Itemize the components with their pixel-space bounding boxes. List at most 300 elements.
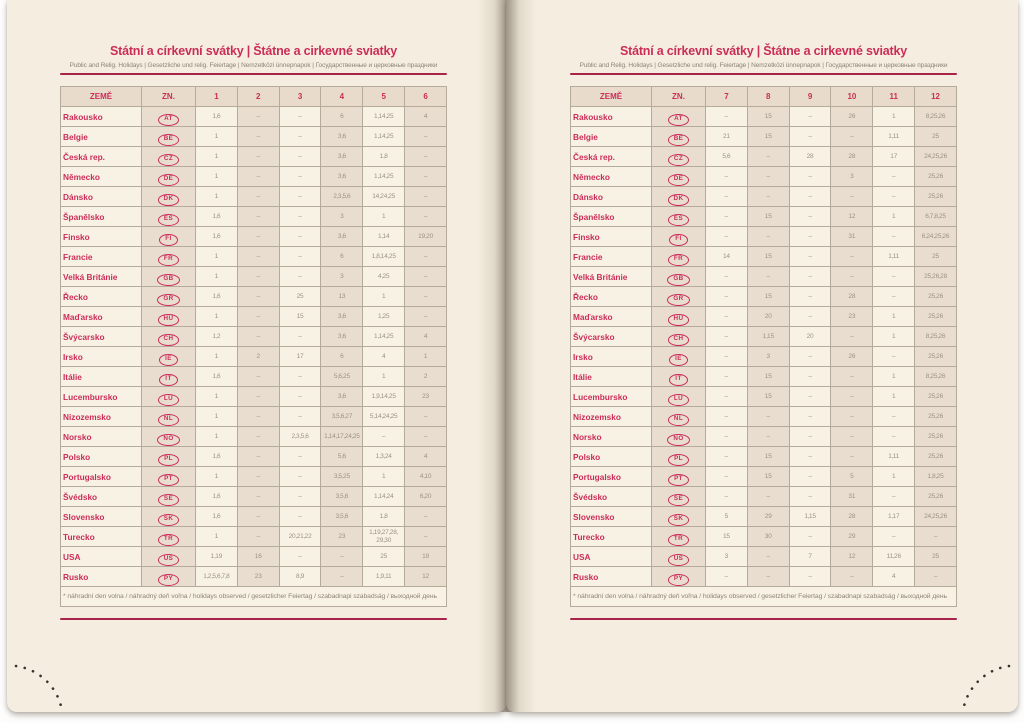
country-code-badge: IE — [669, 354, 688, 366]
page-right-content — [570, 44, 957, 620]
country-code-cell — [142, 107, 196, 127]
holiday-days-cell: 1, 8, 14, 25 — [363, 247, 405, 267]
page-left-content — [60, 44, 447, 620]
holiday-days-cell: 5 — [831, 467, 873, 487]
holiday-days-cell: 3 — [706, 547, 748, 567]
table-row — [61, 367, 447, 387]
holidays-table-jan-jun — [60, 86, 447, 607]
country-name: Turecko — [571, 527, 652, 547]
holiday-days-cell: 1, 8 — [363, 507, 405, 527]
holiday-days-cell: – — [831, 447, 873, 467]
country-code-badge: BE — [158, 134, 180, 146]
holiday-days-cell: 6 — [321, 247, 363, 267]
page-title: Státní a církevní svátky | Štátne a cirkevné sviatky — [619, 44, 907, 58]
table-row — [61, 147, 447, 167]
holiday-days-cell: – — [237, 467, 279, 487]
holiday-days-cell: – — [237, 247, 279, 267]
holiday-days-cell: – — [873, 187, 915, 207]
holiday-days-cell: 1 — [196, 387, 238, 407]
country-code-cell — [142, 367, 196, 387]
holiday-days-cell: 25 — [915, 127, 957, 147]
footnote-row — [61, 587, 447, 607]
holiday-days-cell: – — [237, 387, 279, 407]
holiday-days-cell: – — [706, 347, 748, 367]
table-row — [61, 267, 447, 287]
holiday-days-cell: 28 — [831, 147, 873, 167]
holiday-days-cell: – — [237, 487, 279, 507]
country-code-cell — [652, 147, 706, 167]
table-row — [571, 247, 957, 267]
holiday-days-cell: – — [405, 207, 447, 227]
holiday-days-cell: 1 — [363, 287, 405, 307]
holiday-days-cell: 1, 14 — [363, 227, 405, 247]
holiday-days-cell: 1, 9, 11 — [363, 567, 405, 587]
holidays-table-jul-dec — [570, 86, 957, 607]
holiday-days-cell: 1, 11 — [873, 127, 915, 147]
country-code-badge: CZ — [668, 154, 689, 166]
page-right — [506, 0, 1018, 712]
column-header: 11 — [873, 87, 915, 107]
holiday-days-cell: – — [873, 527, 915, 547]
holiday-days-cell: 1, 6 — [196, 367, 238, 387]
holiday-days-cell: 1 — [196, 427, 238, 447]
country-name: Slovensko — [61, 507, 142, 527]
table-row — [61, 127, 447, 147]
holiday-days-cell: 25, 26 — [915, 347, 957, 367]
holiday-days-cell: 15 — [747, 207, 789, 227]
holiday-days-cell: 1 — [873, 327, 915, 347]
holiday-days-cell: 4 — [873, 567, 915, 587]
holiday-days-cell: – — [706, 327, 748, 347]
holiday-days-cell: 17 — [873, 147, 915, 167]
country-name: Finsko — [571, 227, 652, 247]
country-code-badge: PY — [158, 574, 179, 586]
holiday-days-cell: – — [279, 507, 321, 527]
holiday-days-cell: 8, 25, 26 — [915, 367, 957, 387]
holiday-days-cell: 28 — [831, 287, 873, 307]
country-code-badge: TR — [668, 534, 689, 546]
holiday-days-cell: – — [789, 267, 831, 287]
holiday-days-cell: 8, 9 — [279, 567, 321, 587]
country-code-cell — [652, 247, 706, 267]
holiday-days-cell: 1 — [363, 467, 405, 487]
holiday-days-cell: 1, 2 — [196, 327, 238, 347]
country-code-badge: PT — [668, 474, 689, 486]
holiday-days-cell: 1 — [196, 167, 238, 187]
country-code-cell — [652, 207, 706, 227]
holiday-days-cell: – — [789, 387, 831, 407]
country-code-badge: GR — [157, 294, 179, 306]
table-row — [571, 467, 957, 487]
holiday-days-cell: – — [706, 207, 748, 227]
holiday-days-cell: 1, 14, 25 — [363, 107, 405, 127]
country-code-cell — [652, 347, 706, 367]
holiday-days-cell: 4, 25 — [363, 267, 405, 287]
country-code-cell — [652, 307, 706, 327]
holiday-days-cell: 1, 14, 25 — [363, 167, 405, 187]
country-name: Norsko — [571, 427, 652, 447]
holiday-days-cell: 1 — [405, 347, 447, 367]
country-name: Švýcarsko — [61, 327, 142, 347]
holiday-days-cell: – — [706, 467, 748, 487]
holiday-days-cell: – — [706, 107, 748, 127]
page-title: Státní a církevní svátky | Štátne a cirkevné sviatky — [109, 44, 397, 58]
holiday-days-cell: 1 — [196, 147, 238, 167]
holiday-days-cell: – — [831, 387, 873, 407]
holiday-days-cell: – — [831, 127, 873, 147]
table-row — [61, 247, 447, 267]
holiday-days-cell: – — [237, 227, 279, 247]
holiday-days-cell: 15 — [706, 527, 748, 547]
holiday-days-cell: – — [873, 347, 915, 367]
country-code-cell — [142, 427, 196, 447]
holiday-days-cell: – — [279, 247, 321, 267]
holiday-days-cell: 3 — [321, 207, 363, 227]
header-rule — [60, 73, 447, 75]
holiday-days-cell: – — [747, 487, 789, 507]
holiday-days-cell: 15 — [747, 387, 789, 407]
holiday-days-cell: 25, 26 — [915, 187, 957, 207]
country-name: Švédsko — [571, 487, 652, 507]
country-name: Rakousko — [61, 107, 142, 127]
country-code-cell — [142, 567, 196, 587]
holiday-days-cell: 1, 6 — [196, 227, 238, 247]
table-row — [571, 527, 957, 547]
holiday-days-cell: 24, 25, 26 — [915, 147, 957, 167]
holiday-days-cell: – — [915, 527, 957, 547]
holiday-days-cell: – — [706, 167, 748, 187]
holiday-days-cell: 1 — [873, 367, 915, 387]
holiday-days-cell: – — [405, 167, 447, 187]
country-code-cell — [652, 367, 706, 387]
holiday-days-cell: – — [405, 507, 447, 527]
holiday-days-cell: 25, 26 — [915, 287, 957, 307]
holiday-days-cell: – — [789, 127, 831, 147]
table-row — [571, 487, 957, 507]
country-code-badge: IT — [669, 374, 687, 386]
table-row — [571, 367, 957, 387]
holiday-days-cell: – — [405, 427, 447, 447]
holiday-days-cell: 1, 14, 17, 24, 25 — [321, 427, 363, 447]
holiday-days-cell: – — [706, 567, 748, 587]
column-header: 8 — [747, 87, 789, 107]
holiday-days-cell: 1 — [196, 307, 238, 327]
country-code-badge: CZ — [158, 154, 179, 166]
holiday-days-cell: – — [789, 187, 831, 207]
holiday-days-cell: – — [747, 267, 789, 287]
holiday-days-cell: – — [873, 227, 915, 247]
holiday-days-cell: 1, 8, 25 — [915, 467, 957, 487]
table-row — [61, 187, 447, 207]
holiday-days-cell: – — [706, 447, 748, 467]
country-code-badge: US — [668, 554, 690, 566]
country-code-badge: DK — [158, 194, 180, 206]
table-row — [571, 427, 957, 447]
table-row — [61, 527, 447, 547]
holiday-days-cell: 12 — [405, 567, 447, 587]
country-code-cell — [142, 307, 196, 327]
holiday-days-cell: 3, 6 — [321, 387, 363, 407]
holiday-days-cell: 1, 3, 24 — [363, 447, 405, 467]
country-code-cell — [652, 467, 706, 487]
holiday-days-cell: 3, 6 — [321, 327, 363, 347]
holiday-days-cell: 19, 20 — [405, 227, 447, 247]
country-code-cell — [142, 507, 196, 527]
holiday-days-cell: – — [831, 327, 873, 347]
holiday-days-cell: – — [873, 167, 915, 187]
country-code-badge: HU — [158, 314, 180, 326]
perforation-arc-icon — [7, 640, 79, 712]
holiday-days-cell: 25, 26 — [915, 427, 957, 447]
holiday-days-cell: 1, 17 — [873, 507, 915, 527]
column-header: 3 — [279, 87, 321, 107]
holiday-days-cell: 3, 5, 25 — [321, 467, 363, 487]
holiday-days-cell: 20, 21, 22 — [279, 527, 321, 547]
table-row — [61, 207, 447, 227]
holiday-days-cell: – — [789, 347, 831, 367]
country-code-badge: DK — [668, 194, 690, 206]
country-code-badge: SK — [158, 514, 180, 526]
holiday-days-cell: – — [706, 407, 748, 427]
column-header: 1 — [196, 87, 238, 107]
holiday-days-cell: 1, 6 — [196, 207, 238, 227]
country-code-badge: GB — [667, 274, 689, 286]
country-code-badge: PL — [158, 454, 179, 466]
holiday-days-cell: 15 — [747, 367, 789, 387]
table-row — [571, 547, 957, 567]
holiday-days-cell: 12 — [831, 547, 873, 567]
country-name: Česká rep. — [61, 147, 142, 167]
column-header: 10 — [831, 87, 873, 107]
holiday-days-cell: – — [747, 427, 789, 447]
holiday-days-cell: – — [237, 507, 279, 527]
holiday-days-cell: 11, 26 — [873, 547, 915, 567]
table-row — [61, 227, 447, 247]
holiday-days-cell: 1 — [196, 267, 238, 287]
country-code-cell — [142, 147, 196, 167]
holiday-days-cell: – — [279, 447, 321, 467]
holiday-days-cell: 4, 10 — [405, 467, 447, 487]
table-row — [571, 407, 957, 427]
holiday-days-cell: 25, 26 — [915, 387, 957, 407]
country-name: Francie — [571, 247, 652, 267]
country-code-cell — [142, 227, 196, 247]
table-row — [571, 147, 957, 167]
country-code-badge: ES — [158, 214, 179, 226]
holiday-days-cell: 5, 6 — [321, 447, 363, 467]
country-code-cell — [142, 347, 196, 367]
holiday-days-cell: 3, 6 — [321, 127, 363, 147]
holiday-days-cell: 15 — [747, 127, 789, 147]
country-code-badge: FI — [669, 234, 687, 246]
holiday-days-cell: – — [706, 227, 748, 247]
table-row — [571, 127, 957, 147]
holiday-days-cell: 1 — [363, 207, 405, 227]
holiday-days-cell: – — [321, 547, 363, 567]
holiday-days-cell: 1 — [196, 527, 238, 547]
holiday-days-cell: – — [706, 367, 748, 387]
table-row — [61, 507, 447, 527]
country-code-cell — [652, 427, 706, 447]
holiday-days-cell: – — [706, 427, 748, 447]
holiday-days-cell: 3, 5, 6 — [321, 487, 363, 507]
holiday-days-cell: – — [405, 127, 447, 147]
holiday-days-cell: 28 — [831, 507, 873, 527]
holiday-days-cell: 1, 25 — [363, 307, 405, 327]
holiday-days-cell: 8, 25, 26 — [915, 107, 957, 127]
holiday-days-cell: 1, 6 — [196, 287, 238, 307]
country-code-cell — [142, 207, 196, 227]
country-code-cell — [652, 107, 706, 127]
column-header: ZEMĚ — [571, 87, 652, 107]
country-code-badge: BE — [668, 134, 690, 146]
holiday-days-cell: 17 — [279, 347, 321, 367]
holiday-days-cell: 1 — [873, 107, 915, 127]
holiday-days-cell: 29 — [831, 527, 873, 547]
holiday-days-cell: 1 — [196, 467, 238, 487]
holiday-days-cell: 1 — [873, 207, 915, 227]
holiday-days-cell: 3 — [831, 167, 873, 187]
holiday-days-cell: 1 — [873, 467, 915, 487]
holiday-days-cell: 1 — [873, 387, 915, 407]
footnote-row — [571, 587, 957, 607]
country-name: Polsko — [61, 447, 142, 467]
holiday-days-cell: 25, 26 — [915, 487, 957, 507]
country-code-badge: IE — [159, 354, 178, 366]
holiday-days-cell: 3 — [321, 267, 363, 287]
holiday-days-cell: – — [706, 307, 748, 327]
holiday-days-cell: – — [747, 407, 789, 427]
holiday-days-cell: 21 — [706, 127, 748, 147]
country-code-badge: FR — [668, 254, 689, 266]
country-code-badge: NO — [667, 434, 689, 446]
country-name: Portugalsko — [61, 467, 142, 487]
country-code-cell — [652, 447, 706, 467]
holiday-days-cell: – — [237, 127, 279, 147]
holiday-days-cell: 2, 3, 5, 6 — [321, 187, 363, 207]
table-row — [61, 167, 447, 187]
country-name: Německo — [571, 167, 652, 187]
holiday-days-cell: – — [279, 407, 321, 427]
holiday-days-cell: 1, 6 — [196, 507, 238, 527]
country-code-badge: NL — [158, 414, 179, 426]
country-code-cell — [142, 407, 196, 427]
table-row — [571, 327, 957, 347]
holiday-days-cell: 28 — [789, 147, 831, 167]
holiday-days-cell: – — [789, 447, 831, 467]
holiday-days-cell: 5, 14, 24, 25 — [363, 407, 405, 427]
holiday-days-cell: – — [237, 147, 279, 167]
holiday-days-cell: – — [789, 367, 831, 387]
holiday-days-cell: 3, 5, 6, 27 — [321, 407, 363, 427]
holiday-days-cell: – — [831, 407, 873, 427]
country-code-cell — [142, 487, 196, 507]
footnote: * náhradní den volna / náhradný deň voľna / holidays observed / gesetzlicher Feiertag / szabadnapi szabadság / выходной день — [571, 587, 957, 607]
holiday-days-cell: 1, 11 — [873, 447, 915, 467]
table-row — [571, 187, 957, 207]
holiday-days-cell: – — [789, 407, 831, 427]
perforation-arc-icon — [946, 640, 1018, 712]
table-row — [61, 107, 447, 127]
country-code-badge: US — [158, 554, 180, 566]
holiday-days-cell: 26 — [831, 347, 873, 367]
holiday-days-cell: 1 — [196, 407, 238, 427]
country-code-cell — [652, 267, 706, 287]
holiday-days-cell: – — [237, 267, 279, 287]
country-name: Turecko — [61, 527, 142, 547]
country-name: Dánsko — [571, 187, 652, 207]
holiday-days-cell: – — [789, 487, 831, 507]
country-code-badge: AT — [158, 114, 179, 126]
country-code-cell — [142, 547, 196, 567]
country-name: Česká rep. — [571, 147, 652, 167]
holiday-days-cell: – — [789, 567, 831, 587]
table-row — [571, 267, 957, 287]
column-header: ZEMĚ — [61, 87, 142, 107]
holiday-days-cell: 30 — [747, 527, 789, 547]
country-code-badge: SK — [668, 514, 690, 526]
holiday-days-cell: – — [279, 487, 321, 507]
country-name: Velká Británie — [61, 267, 142, 287]
country-code-badge: TR — [158, 534, 179, 546]
holiday-days-cell: – — [405, 287, 447, 307]
holiday-days-cell: 23 — [321, 527, 363, 547]
column-header: 2 — [237, 87, 279, 107]
holiday-days-cell: 3 — [747, 347, 789, 367]
country-code-badge: ES — [668, 214, 689, 226]
holiday-days-cell: 2 — [405, 367, 447, 387]
country-name: Rusko — [61, 567, 142, 587]
holiday-days-cell: 2, 3, 5, 6 — [279, 427, 321, 447]
holiday-days-cell: 16 — [237, 547, 279, 567]
table-row — [571, 507, 957, 527]
holiday-days-cell: 1, 14, 25 — [363, 127, 405, 147]
holiday-days-cell: – — [747, 147, 789, 167]
column-header: 7 — [706, 87, 748, 107]
holiday-days-cell: 5, 6, 25 — [321, 367, 363, 387]
table-row — [571, 287, 957, 307]
holiday-days-cell: 1, 8 — [363, 147, 405, 167]
holiday-days-cell: 15 — [279, 307, 321, 327]
holiday-days-cell: – — [279, 367, 321, 387]
holiday-days-cell: 1 — [873, 307, 915, 327]
country-name: Finsko — [61, 227, 142, 247]
holiday-days-cell: – — [237, 327, 279, 347]
holiday-days-cell: 25 — [279, 287, 321, 307]
holiday-days-cell: 15 — [747, 447, 789, 467]
country-code-cell — [142, 467, 196, 487]
holiday-days-cell: – — [831, 187, 873, 207]
holiday-days-cell: 6 — [321, 107, 363, 127]
holiday-days-cell: – — [237, 187, 279, 207]
country-code-cell — [652, 507, 706, 527]
footer-rule — [570, 618, 957, 620]
country-name: Belgie — [571, 127, 652, 147]
holiday-days-cell: – — [789, 207, 831, 227]
holiday-days-cell: 3, 6 — [321, 227, 363, 247]
holiday-days-cell: 1, 19, 27, 28, 29, 30 — [363, 527, 405, 547]
country-name: Itálie — [61, 367, 142, 387]
holiday-days-cell: 6, 7, 8, 25 — [915, 207, 957, 227]
holiday-days-cell: – — [405, 407, 447, 427]
holiday-days-cell: 1, 19 — [196, 547, 238, 567]
holiday-days-cell: – — [279, 327, 321, 347]
holiday-days-cell: 2 — [237, 347, 279, 367]
country-code-cell — [142, 127, 196, 147]
holiday-days-cell: 24, 25, 26 — [915, 507, 957, 527]
country-code-badge: GR — [667, 294, 689, 306]
holiday-days-cell: – — [237, 307, 279, 327]
